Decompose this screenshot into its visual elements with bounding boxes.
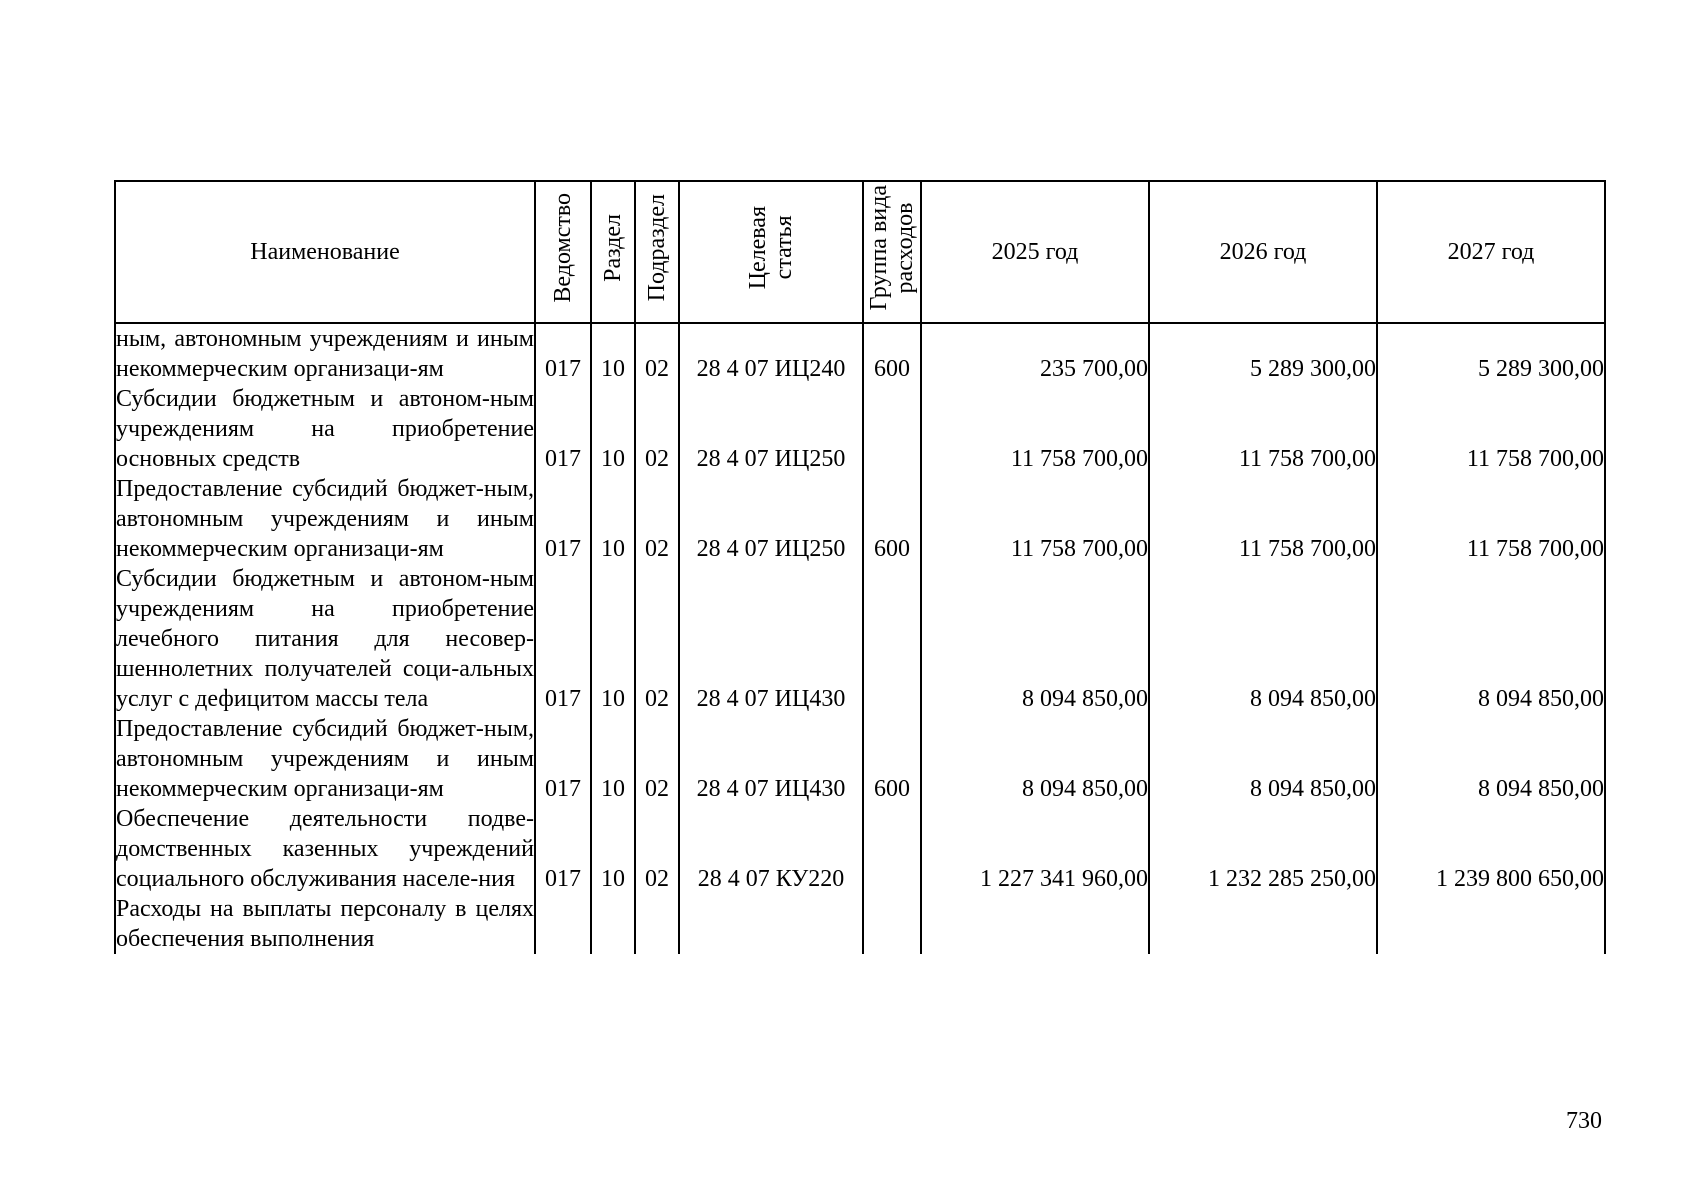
header-vedomstvo-label: Ведомство <box>550 193 576 303</box>
row-razdel: 10 <box>591 804 635 894</box>
budget-table <box>114 180 1606 954</box>
row-podrazdel: 02 <box>635 564 679 714</box>
header-podrazdel-label: Подраздел <box>644 194 670 302</box>
row-celevaya <box>679 894 863 954</box>
header-vedomstvo <box>535 181 591 323</box>
row-2026: 11 758 700,00 <box>1149 474 1377 564</box>
row-2026: 8 094 850,00 <box>1149 714 1377 804</box>
row-2025: 235 700,00 <box>921 323 1149 384</box>
row-2025: 11 758 700,00 <box>921 474 1149 564</box>
row-2027: 8 094 850,00 <box>1377 714 1605 804</box>
row-celevaya: 28 4 07 ИЦ240 <box>679 323 863 384</box>
row-razdel: 10 <box>591 474 635 564</box>
row-razdel <box>591 894 635 954</box>
row-vedomstvo: 017 <box>535 323 591 384</box>
header-celevaya-line1: Целевая <box>745 206 771 290</box>
row-name: Обеспечение деятельности подве-домственных казенных учреждений социального обслуживания населе-ния <box>116 806 534 892</box>
row-vedomstvo: 017 <box>535 564 591 714</box>
row-2025: 8 094 850,00 <box>921 564 1149 714</box>
row-podrazdel <box>635 894 679 954</box>
header-name <box>115 181 535 323</box>
header-razdel-label: Раздел <box>600 214 626 282</box>
row-gruppa <box>863 384 921 474</box>
row-2027: 11 758 700,00 <box>1377 474 1605 564</box>
row-gruppa: 600 <box>863 714 921 804</box>
header-2027-label: 2027 год <box>1447 239 1535 265</box>
row-2025: 8 094 850,00 <box>921 714 1149 804</box>
header-celevaya <box>679 181 863 323</box>
row-2027: 8 094 850,00 <box>1377 564 1605 714</box>
row-celevaya: 28 4 07 ИЦ250 <box>679 384 863 474</box>
row-vedomstvo: 017 <box>535 384 591 474</box>
row-2027 <box>1377 894 1605 954</box>
row-podrazdel: 02 <box>635 714 679 804</box>
header-gruppa-line2: расходов <box>892 202 918 294</box>
header-2027 <box>1377 181 1605 323</box>
row-gruppa <box>863 564 921 714</box>
header-gruppa-label <box>866 185 918 310</box>
row-podrazdel: 02 <box>635 804 679 894</box>
header-2025-label: 2025 год <box>991 239 1079 265</box>
row-name: Предоставление субсидий бюджет-ным, автономным учреждениям и иным некоммерческим организаци-ям <box>116 476 534 562</box>
table-row <box>115 323 1605 384</box>
row-celevaya: 28 4 07 КУ220 <box>679 804 863 894</box>
table-row <box>115 384 1605 474</box>
row-celevaya: 28 4 07 ИЦ430 <box>679 714 863 804</box>
row-podrazdel: 02 <box>635 323 679 384</box>
row-2027: 5 289 300,00 <box>1377 323 1605 384</box>
table-row <box>115 474 1605 564</box>
row-celevaya: 28 4 07 ИЦ430 <box>679 564 863 714</box>
table-row-partial <box>115 894 1605 954</box>
row-razdel: 10 <box>591 323 635 384</box>
row-name: Предоставление субсидий бюджет-ным, автономным учреждениям и иным некоммерческим организаци-ям <box>116 716 534 802</box>
row-2026 <box>1149 894 1377 954</box>
table-row <box>115 714 1605 804</box>
row-2026: 8 094 850,00 <box>1149 564 1377 714</box>
row-razdel: 10 <box>591 714 635 804</box>
row-podrazdel: 02 <box>635 384 679 474</box>
row-vedomstvo: 017 <box>535 714 591 804</box>
row-name: Расходы на выплаты персоналу в целях обеспечения выполнения <box>116 896 534 952</box>
header-2026-label: 2026 год <box>1219 239 1307 265</box>
row-name: Субсидии бюджетным и автоном-ным учреждениям на приобретение лечебного питания для несовер-шеннолетних получателей соци-альных услуг с дефицитом массы тела <box>116 566 534 712</box>
row-gruppa <box>863 804 921 894</box>
row-podrazdel: 02 <box>635 474 679 564</box>
header-name-label: Наименование <box>250 239 400 265</box>
table-row <box>115 564 1605 714</box>
header-celevaya-line2: статья <box>771 216 797 280</box>
table-header <box>115 181 1605 323</box>
row-2026: 11 758 700,00 <box>1149 384 1377 474</box>
row-razdel: 10 <box>591 564 635 714</box>
header-podrazdel <box>635 181 679 323</box>
row-2025: 1 227 341 960,00 <box>921 804 1149 894</box>
row-2027: 11 758 700,00 <box>1377 384 1605 474</box>
row-2025: 11 758 700,00 <box>921 384 1149 474</box>
row-vedomstvo: 017 <box>535 804 591 894</box>
row-2027: 1 239 800 650,00 <box>1377 804 1605 894</box>
row-celevaya: 28 4 07 ИЦ250 <box>679 474 863 564</box>
row-2026: 5 289 300,00 <box>1149 323 1377 384</box>
row-2026: 1 232 285 250,00 <box>1149 804 1377 894</box>
header-celevaya-label <box>745 206 797 289</box>
row-vedomstvo <box>535 894 591 954</box>
table-row <box>115 804 1605 894</box>
row-razdel: 10 <box>591 384 635 474</box>
page-number: 730 <box>1566 1108 1602 1134</box>
table-body <box>115 323 1605 954</box>
header-razdel <box>591 181 635 323</box>
row-2025 <box>921 894 1149 954</box>
header-2026 <box>1149 181 1377 323</box>
row-gruppa <box>863 894 921 954</box>
row-gruppa: 600 <box>863 474 921 564</box>
header-gruppa-line1: Группа вида <box>866 185 892 311</box>
row-vedomstvo: 017 <box>535 474 591 564</box>
row-gruppa: 600 <box>863 323 921 384</box>
header-2025 <box>921 181 1149 323</box>
row-name: ным, автономным учреждениям и иным некоммерческим организаци-ям <box>115 323 535 384</box>
header-gruppa <box>863 181 921 323</box>
row-name: Субсидии бюджетным и автоном-ным учреждениям на приобретение основных средств <box>116 386 534 472</box>
